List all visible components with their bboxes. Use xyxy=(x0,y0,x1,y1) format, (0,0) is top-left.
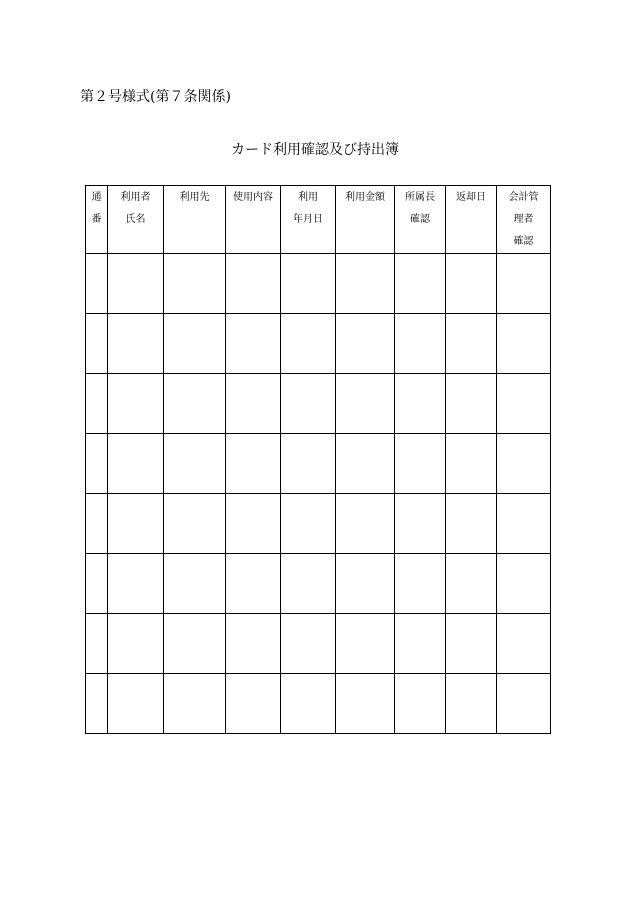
table-cell-return-date xyxy=(446,254,497,314)
table-cell-use-date xyxy=(281,614,336,674)
table-cell-dept-head-check xyxy=(395,434,446,494)
table-cell-user-name xyxy=(108,254,164,314)
table-cell-amount xyxy=(336,434,395,494)
header-cell-dept-head-check xyxy=(395,186,446,254)
table-cell-vendor xyxy=(164,254,226,314)
table-cell-vendor xyxy=(164,314,226,374)
table-cell-return-date xyxy=(446,434,497,494)
header-cell-usage xyxy=(226,186,281,254)
table-cell-accounting-check xyxy=(497,254,551,314)
table-cell-serial xyxy=(86,614,108,674)
header-cell-serial xyxy=(86,186,108,254)
table-row xyxy=(86,434,551,494)
table-cell-accounting-check xyxy=(497,434,551,494)
table-cell-amount xyxy=(336,494,395,554)
table-cell-serial xyxy=(86,674,108,734)
table-cell-dept-head-check xyxy=(395,374,446,434)
table-cell-usage xyxy=(226,254,281,314)
table-cell-vendor xyxy=(164,374,226,434)
header-label-serial-line-2: 番 xyxy=(91,214,102,225)
table-cell-dept-head-check xyxy=(395,254,446,314)
table-cell-accounting-check xyxy=(497,614,551,674)
header-label-dept-head-check-line-1: 所属長 xyxy=(405,192,435,203)
table-cell-dept-head-check xyxy=(395,674,446,734)
header-label-user-name-line-1: 利用者 xyxy=(120,192,151,203)
header-label-return-date-line-1: 返却日 xyxy=(456,192,486,203)
table-cell-vendor xyxy=(164,614,226,674)
header-label-usage-line-1: 使用内容 xyxy=(233,192,273,203)
table-cell-user-name xyxy=(108,614,164,674)
table-cell-usage xyxy=(226,314,281,374)
table-cell-user-name xyxy=(108,374,164,434)
table-cell-usage xyxy=(226,374,281,434)
table-cell-usage xyxy=(226,434,281,494)
table-cell-user-name xyxy=(108,434,164,494)
card-usage-ledger-table xyxy=(85,185,551,734)
form-number: 第２号様式(第７条関係) xyxy=(80,89,231,105)
table-cell-serial xyxy=(86,434,108,494)
header-label-user-name-line-2: 氏名 xyxy=(125,214,146,225)
header-label-accounting-check-line-3: 確認 xyxy=(513,236,534,247)
header-label-use-date-line-2: 年月日 xyxy=(293,214,323,225)
table-cell-vendor xyxy=(164,554,226,614)
table-cell-user-name xyxy=(108,494,164,554)
table-body xyxy=(86,254,551,734)
table-cell-accounting-check xyxy=(497,554,551,614)
table-cell-vendor xyxy=(164,674,226,734)
table-cell-serial xyxy=(86,314,108,374)
table-cell-dept-head-check xyxy=(395,554,446,614)
table-cell-dept-head-check xyxy=(395,614,446,674)
table-cell-dept-head-check xyxy=(395,494,446,554)
table-cell-accounting-check xyxy=(497,374,551,434)
table-row xyxy=(86,314,551,374)
table-cell-amount xyxy=(336,254,395,314)
table-cell-amount xyxy=(336,374,395,434)
table-header-row xyxy=(86,186,551,254)
table-cell-use-date xyxy=(281,374,336,434)
table-cell-user-name xyxy=(108,554,164,614)
table-cell-use-date xyxy=(281,674,336,734)
document-title: カード利用確認及び持出簿 xyxy=(231,142,399,158)
header-label-dept-head-check-line-2: 確認 xyxy=(410,214,430,225)
table-cell-vendor xyxy=(164,434,226,494)
table-row xyxy=(86,554,551,614)
table-cell-use-date xyxy=(281,554,336,614)
table-cell-return-date xyxy=(446,614,497,674)
table-cell-return-date xyxy=(446,314,497,374)
header-label-accounting-check-line-2: 理者 xyxy=(513,214,534,225)
table-cell-amount xyxy=(336,614,395,674)
table-row xyxy=(86,674,551,734)
table-cell-use-date xyxy=(281,314,336,374)
table-cell-amount xyxy=(336,314,395,374)
table-cell-accounting-check xyxy=(497,314,551,374)
table-cell-serial xyxy=(86,494,108,554)
table-cell-usage xyxy=(226,494,281,554)
table-cell-amount xyxy=(336,554,395,614)
table-cell-serial xyxy=(86,554,108,614)
table-cell-use-date xyxy=(281,494,336,554)
table-cell-return-date xyxy=(446,674,497,734)
table-cell-use-date xyxy=(281,434,336,494)
header-label-serial-line-1: 通 xyxy=(91,192,102,203)
table-cell-return-date xyxy=(446,554,497,614)
table-row xyxy=(86,494,551,554)
header-label-use-date-line-1: 利用 xyxy=(298,192,318,203)
table-cell-user-name xyxy=(108,674,164,734)
table-row xyxy=(86,374,551,434)
table-cell-usage xyxy=(226,614,281,674)
table-row xyxy=(86,254,551,314)
table-cell-use-date xyxy=(281,254,336,314)
table-cell-serial xyxy=(86,254,108,314)
table-cell-usage xyxy=(226,554,281,614)
table-cell-return-date xyxy=(446,374,497,434)
table-cell-dept-head-check xyxy=(395,314,446,374)
header-cell-user-name xyxy=(108,186,164,254)
table-cell-amount xyxy=(336,674,395,734)
header-cell-amount xyxy=(336,186,395,254)
header-cell-use-date xyxy=(281,186,336,254)
header-label-amount-line-1: 利用金額 xyxy=(345,192,385,203)
table-cell-vendor xyxy=(164,494,226,554)
header-label-vendor-line-1: 利用先 xyxy=(179,192,210,203)
table-cell-user-name xyxy=(108,314,164,374)
header-cell-accounting-check xyxy=(497,186,551,254)
table-cell-accounting-check xyxy=(497,674,551,734)
header-label-accounting-check-line-1: 会計管 xyxy=(508,192,539,203)
table-cell-usage xyxy=(226,674,281,734)
table-row xyxy=(86,614,551,674)
table-cell-serial xyxy=(86,374,108,434)
table-cell-return-date xyxy=(446,494,497,554)
header-cell-return-date xyxy=(446,186,497,254)
header-cell-vendor xyxy=(164,186,226,254)
table-cell-accounting-check xyxy=(497,494,551,554)
